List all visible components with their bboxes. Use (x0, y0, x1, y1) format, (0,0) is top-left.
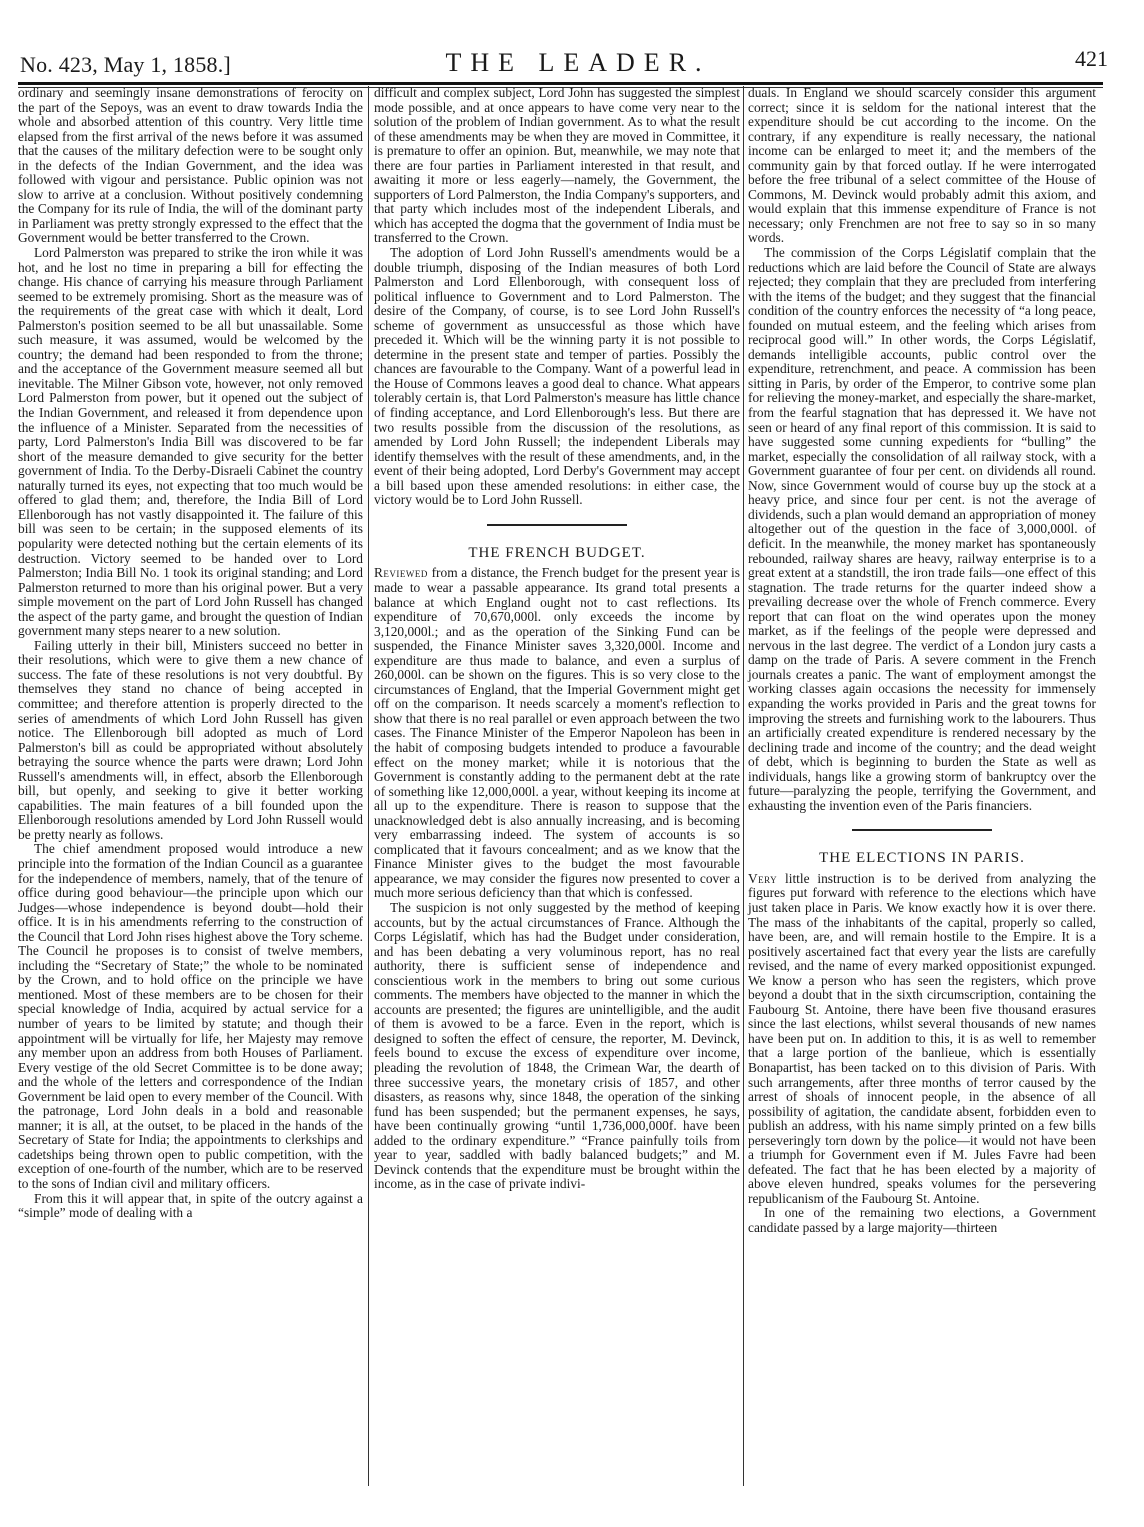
column-1 (18, 86, 363, 1221)
paragraph: The adoption of Lord John Russell's amendments would be a double triumph, disposing of the Indian measures of both Lord Palmerston and Lord Ellenborough, with consequent loss of political influence to Government and to Lord Palmerston. The desire of the Company, of course, is to see Lord John Russell's scheme of government as unsuccessful as those which have preceded it. Which will be the winning party it is not possible to determine in the present state and temper of parties. Possibly the chances are favourable to the Company. Want of a powerful lead in the House of Commons leaves a good deal to chance. What appears tolerably certain is, that Lord Palmerston's measure has little chance of finding acceptance, and Lord Ellenborough's less. But there are two results possible from the discussion of the resolutions, as amended by Lord John Russell; the independent Liberals may identify themselves with the result of these amendments, and, in the event of their being adopted, Lord Derby's Government may accept a bill based upon these amended resolutions: in either case, the victory would be to Lord John Russell. (374, 245, 740, 508)
paragraph: The chief amendment proposed would introduce a new principle into the formation of the Indian Council as a guarantee for the independence of members, namely, that of the tenure of office during good behaviour—the principle upon which our Judges—whose independence is beyond doubt—hold their office. It is in his amendments referring to the construction of the Council that Lord John rises highest above the Tory scheme. The Council he proposes is to consist of twelve members, including the “Secretary of State;” the whole to be nominated by the Crown, and to hold office on the principle we have mentioned. Most of these members are to be chosen for their special knowledge of India, acquired by actual service for a number of years to be limited by statute; and though their appointment will be virtually for life, her Majesty may remove any member upon an address from both Houses of Parliament. Every vestige of the old Secret Committee is to be done away; and the whole of the letters and correspondence of the Indian Government be laid open to every member of the Council. With the patronage, Lord John deals in a bold and reasonable manner; it is all, at the outset, to be placed in the hands of the Secretary of State for India; the appointments to clerkships and cadetships being thrown open to public competition, with the exception of one-fourth of the number, which are to be reserved to the sons of Indian civil and military officers. (18, 841, 363, 1192)
column-divider (743, 86, 744, 1486)
paragraph (374, 566, 740, 901)
paragraph: From this it will appear that, in spite of the outcry against a “simple” mode of dealing with a (18, 1190, 363, 1221)
paragraph (748, 872, 1096, 1207)
newspaper-title: THE LEADER. (445, 48, 711, 77)
paragraph: Lord Palmerston was prepared to strike the iron while it was hot, and he lost no time in preparing a bill for effecting the change. His chance of carrying his measure through Parliament seemed to be extremely promising. Short as the measure was of the requirements of the great case with which it dealt, Lord Palmerston's position seemed to be all but unassailable. Some such measure, it was assumed, would be welcomed by the country; the demand had been responded to from the throne; and the acceptance of the Government measure seemed all but inevitable. The Milner Gibson vote, however, not only removed Lord Palmerston from power, but it opened out the subject of the Indian Government, and released it from dependence upon the influence of a Minister. Separated from the necessities of party, Lord Palmerston's India Bill was discovered to be far short of the measure demanded to give security for the better government of India. To the Derby-Disraeli Cabinet the country naturally turned its eyes, not expecting that too much would be offered to glad them; and, therefore, the India Bill of Lord Ellenborough has not vastly disappointed it. The failure of this bill was seen to be certain; in the supposed elements of its popularity were detected nothing but the certain elements of its destruction. Victory seemed to be handed over to Lord Palmerston; India Bill No. 1 took its original standing; and Lord Palmerston returned to more than his original power. But a very simple movement on the part of Lord John Russell has changed the aspect of the party game, and brought the question of Indian government many steps nearer to a new solution. (18, 245, 363, 639)
section-separator (852, 829, 992, 831)
page-number: 421 (1075, 46, 1108, 71)
section-title-elections-paris: THE ELECTIONS IN PARIS. (819, 850, 1025, 867)
paragraph: In one of the remaining two elections, a Government candidate passed by a large majority—thirteen (748, 1205, 1096, 1236)
paragraph: ordinary and seemingly insane demonstrations of ferocity on the part of the Sepoys, was an event to draw towards India the whole and absorbed attention of this country. Very little time elapsed from the first arrival of the news before it was assumed that the causes of the military defection were to be sought only in the defects of the Indian Government, and the idea was followed with vigour and persistance. Public opinion was not slow to arrive at a conclusion. Without positively condemning the Company for its rule of India, the will of the dominant party in Parliament was pretty strongly expressed to the effect that the Government would be better transferred to the Crown. (18, 85, 363, 246)
column-2 (374, 86, 740, 1192)
issue-date: No. 423, May 1, 1858.] (20, 52, 231, 77)
paragraph-text: from a distance, the French budget for the present year is made to wear a passable appearance. Its grand total presents a balance at which England ought not to cast reflections. Its expenditure of 70,670,000l. only exceeds the income by 3,120,000l.; and as the operation of the Sinking Fund can be suspended, the Finance Minister saves 3,320,000l. Income and expenditure are thus made to balance, and even a surplus of 260,000l. can be shown on the figures. This is so very close to the circumstances of England, that the Imperial Government might get off on the comparison. It needs scarcely a moment's reflection to show that there is no real parallel or even approach between the two cases. The Finance Minister of the Emperor Napoleon has been in the habit of composing budgets intended to produce a favourable effect on the money market; while it is notorious that the Government is constantly adding to the permanent debt at the rate of something like 12,000,000l. a year, without keeping its income at all up to the expenditure. There is reason to suppose that the unacknowledged debt is also annually increasing, and is becoming very embarrassing indeed. The system of accounts is so complicated that it favours concealment; and as we know that the Finance Minister gives to the budget the most favourable appearance, we may consider the figures now presented to cover a much more serious deficiency than that which is confessed. (374, 565, 740, 901)
column-3 (748, 86, 1096, 1236)
column-divider (368, 86, 369, 1486)
lead-word: Reviewed (374, 565, 428, 581)
section-title-french-budget: THE FRENCH BUDGET. (468, 544, 646, 561)
paragraph: The commission of the Corps Législatif complain that the reductions which are laid before the Council of State are always rejected; they complain that they are precluded from interfering with the items of the budget; and they suggest that the financial condition of the country enforces the necessity of “a long peace, founded on mutual esteem, and the feeling which arises from reciprocal good will.” In other words, the Corps Législatif, demands intelligible accounts, public control over the expenditure, retrenchment, and peace. A commission has been sitting in Paris, by order of the Emperor, to contrive some plan for relieving the money-market, and especially the share-market, from the fearful stagnation that has depressed it. We have not seen or heard of any final report of this commission. It is said to have suggested some cunning expedients for “bulling” the market, especially the consolidation of all railway stock, with a Government guarantee of four per cent. on dividends all round. Now, since Government would of course buy up the stock at a heavy price, and since four per cent. is not the average of dividends, such a plan would demand an appropriation of money altogether out of the question in the face of 3,000,000l. of deficit. In the meanwhile, the money market has spontaneously rebounded, railway shares are heavy, railway enterprise is to a great extent at a standstill, the iron trade fails—one effect of this stagnation. The trade returns for the quarter indeed show a prevailing decrease over the whole of French commerce. Every report that can float on the wind operates upon the money market, as if the feelings of the people were depressed and nervous in the last degree. The verdict of a London jury casts a damp on the trade of Paris. A severe comment in the French journals creates a panic. The want of employment amongst the working classes again occasions the necessity for immensely expanding the works provided in Paris and the great towns for improving the streets and furnishing work to the labourers. Thus an artificially created expenditure is rendered necessary by the declining trade and income of the country; and the dead weight of debt, which is beginning to burden the State as well as individuals, hangs like a growing storm of bankruptcy over the future—paralyzing the people, terrifying the Government, and exhausting the invention even of the Paris financiers. (748, 245, 1096, 813)
lead-word: Very (748, 870, 778, 886)
paragraph: Failing utterly in their bill, Ministers succeed no better in their resolutions, which were to give them a new chance of success. The fate of these resolutions is not very doubtful. By themselves they stand no chance of being accepted in committee; and therefore attention is properly directed to the series of amendments of which Lord John Russell has given notice. The Ellenborough bill adopted as much of Lord Palmerston's bill as could be appropriated without absolutely betraying the source whence the parts were drawn; Lord John Russell's amendments will, in effect, absorb the Ellenborough bill, but openly, and seeking to give it better working capabilities. The main features of a bill founded upon the Ellenborough resolutions amended by Lord John Russell would be pretty nearly as follows. (18, 637, 363, 842)
paragraph: difficult and complex subject, Lord John has suggested the simplest mode possible, and at once appears to have come very near to the solution of the problem of Indian government. As to what the result of these amendments may be when they are moved in Committee, it is premature to offer an opinion. But, meanwhile, we may note that there are four parties in Parliament interested in that result, and awaiting it more or less eagerly—namely, the Government, the supporters of Lord Palmerston, the India Company's supporters, and that party which includes most of the independent Liberals, and which has accepted the dogma that the government of India must be transferred to the Crown. (374, 85, 740, 246)
masthead (18, 44, 1108, 80)
paragraph: The suspicion is not only suggested by the method of keeping accounts, but by the actual circumstances of France. Although the Corps Législatif, which has had the Budget under consideration, and has been debating a very voluminous report, has no real authority, there is sufficient sense of independence and conscientious work in the members to bring out some curious comments. The members have objected to the manner in which the accounts are presented; the figures are unintelligible, and the audit of them is avowed to be a farce. Even in the report, which is designed to soften the effect of censure, the reporter, M. Devinck, feels bound to excuse the excess of expenditure over income, pleading the revolution of 1848, the Crimean War, the dearth of three successive years, the monetary crisis of 1857, and other disasters, as reasons why, since 1848, the operation of the sinking fund has been suspended; but the permanent expenses, he says, have been continually growing “until 1,736,000,000f. have been added to the ordinary expenditure.” “France painfully toils from year to year, saddled with badly balanced budgets;” and M. Devinck contends that the expenditure must be brought within the income, as in the case of private indivi- (374, 899, 740, 1192)
article-columns (18, 86, 1098, 1486)
paragraph: duals. In England we should scarcely consider this argument correct; since it is seldom for the national interest that the expenditure should be cut according to the income. On the contrary, if any expenditure is really necessary, the national income can be enlarged to meet it; and the members of the community gain by that forced outlay. If he were interrogated before the free tribunal of a select committee of the House of Commons, M. Devinck would probably admit this axiom, and would explain that this immense expenditure of France is not necessary; only Frenchmen are not free to say so in so many words. (748, 85, 1096, 246)
section-separator (487, 524, 627, 526)
paragraph-text: little instruction is to be derived from analyzing the figures put forward with reference to the elections which have just taken place in Paris. We know exactly how it is over there. The mass of the inhabitants of the capital, properly so called, have been, are, and will remain hostile to the Empire. It is a positively ascertained fact that every year the lists are carefully revised, and the name of every marked oppositionist expunged. We know a person who has seen the registers, which prove beyond a doubt that in the sixth circumscription, containing the Faubourg St. Antoine, there have been five thousand erasures since the last elections, whilst several thousands of new names have been put on. In addition to this, it is as well to remember that a large portion of the banlieue, which is essentially Bonapartist, has been tacked on to this division of Paris. With such arrangements, after three months of terror caused by the arrest of shoals of innocent people, in the absence of all possibility of agitation, the candidate absent, forbidden even to publish an address, with his name simply printed on a few bills perseveringly torn down by the police—it would not have been a triumph for Government even if M. Jules Favre had been defeated. The fact that he has been elected by a majority of above eleven hundred, speaks volumes for the persevering republicanism of the Faubourg St. Antoine. (748, 870, 1096, 1206)
